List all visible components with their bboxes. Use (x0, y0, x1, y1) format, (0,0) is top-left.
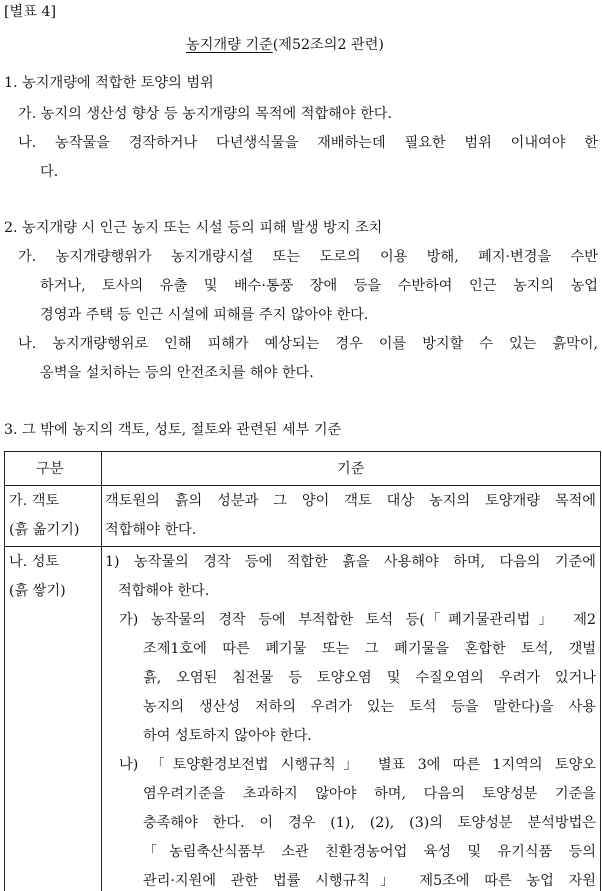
section-1-item-na-line1: 나. 농작물을 경작하거나 다년생식물을 재배하는데 필요한 범위 이내여야 한 (18, 135, 598, 151)
section-1-item-ga: 가. 농지의 생산성 향상 등 농지개량의 목적에 적합해야 한다. (18, 106, 393, 122)
row2-category-line1: 나. 성토 (9, 554, 60, 570)
section-2-heading: 2. 농지개량 시 인근 농지 또는 시설 등의 피해 발생 방지 조치 (4, 220, 383, 236)
column-divider (101, 452, 102, 891)
page-title (186, 36, 384, 54)
row-divider (5, 546, 600, 547)
row2-item1-line2: 적합해야 한다. (118, 583, 210, 599)
row2-item-ga-line2: 조제1호에 따른 폐기물 또는 그 폐기물을 혼합한 토석, 갯벌 (143, 641, 596, 657)
row2-item-na-line2: 염우려기준을 초과하지 않아야 하며, 다음의 토양성분 기준을 (143, 786, 596, 802)
appendix-label: [별표 4] (4, 4, 57, 20)
row1-category-line1: 가. 객토 (9, 493, 60, 509)
criteria-table (4, 451, 601, 891)
row2-item-na-line5: 관리·지원에 관한 법률 시행규칙」 제5조에 따른 농업 자원 (143, 873, 596, 889)
title-reference: (제52조의2 관련) (272, 37, 384, 53)
row2-item-na-line1: 나) 「토양환경보전법 시행규칙」 별표 3에 따른 1지역의 토양오 (119, 757, 596, 773)
section-2-item-na-line2: 옹벽을 설치하는 등의 안전조치를 해야 한다. (40, 365, 314, 381)
row2-item1-line1: 1) 농작물의 경작 등에 적합한 흙을 사용해야 하며, 다음의 기준에 (105, 554, 596, 570)
row2-item-ga-line3: 흙, 오염된 침전물 등 토양오염 및 수질오염의 우려가 있거나 (143, 670, 596, 686)
row2-item-ga-line5: 하여 성토하지 않아야 한다. (143, 728, 312, 744)
row2-item-na-line4: 「농림축산식품부 소관 친환경농어업 육성 및 유기식품 등의 (143, 844, 596, 860)
title-text: 농지개량 기준 (186, 37, 273, 53)
section-3-heading: 3. 그 밖에 농지의 객토, 성토, 절토와 관련된 세부 기준 (4, 422, 342, 438)
row2-category-line2: (흙 쌓기) (9, 583, 66, 599)
section-2-item-ga-line3: 경영과 주택 등 인근 시설에 피해를 주지 않아야 한다. (40, 307, 369, 323)
row1-criteria-line2: 적합해야 한다. (105, 522, 197, 538)
row2-item-na-line3: 충족해야 한다. 이 경우 (1), (2), (3)의 토양성분 분석방법은 (143, 815, 596, 831)
column-header-criteria: 기준 (337, 461, 365, 477)
section-1-heading: 1. 농지개량에 적합한 토양의 범위 (4, 75, 214, 91)
section-2-item-na-line1: 나. 농지개량행위로 인해 피해가 예상되는 경우 이를 방지할 수 있는 흙막이, (18, 336, 598, 352)
column-header-category: 구분 (36, 461, 64, 477)
section-1-item-na-line2: 다. (40, 164, 59, 180)
section-2-item-ga-line2: 하거나, 토사의 유출 및 배수·통풍 장애 등을 수반하여 인근 농지의 농업 (40, 278, 598, 294)
row1-criteria-line1: 객토원의 흙의 성분과 그 양이 객토 대상 농지의 토양개량 목적에 (105, 493, 596, 509)
section-2-item-ga-line1: 가. 농지개량행위가 농지개량시설 또는 도로의 이용 방해, 폐지·변경을 수반 (18, 249, 598, 265)
row1-category-line2: (흙 옮기기) (9, 522, 80, 538)
row2-item-ga-line4: 농지의 생산성 저하의 우려가 있는 토석 등을 말한다)을 사용 (143, 699, 596, 715)
header-divider (5, 485, 600, 486)
row2-item-ga-line1: 가) 농작물의 경작 등에 부적합한 토석 등(「폐기물관리법」 제2 (119, 612, 596, 628)
